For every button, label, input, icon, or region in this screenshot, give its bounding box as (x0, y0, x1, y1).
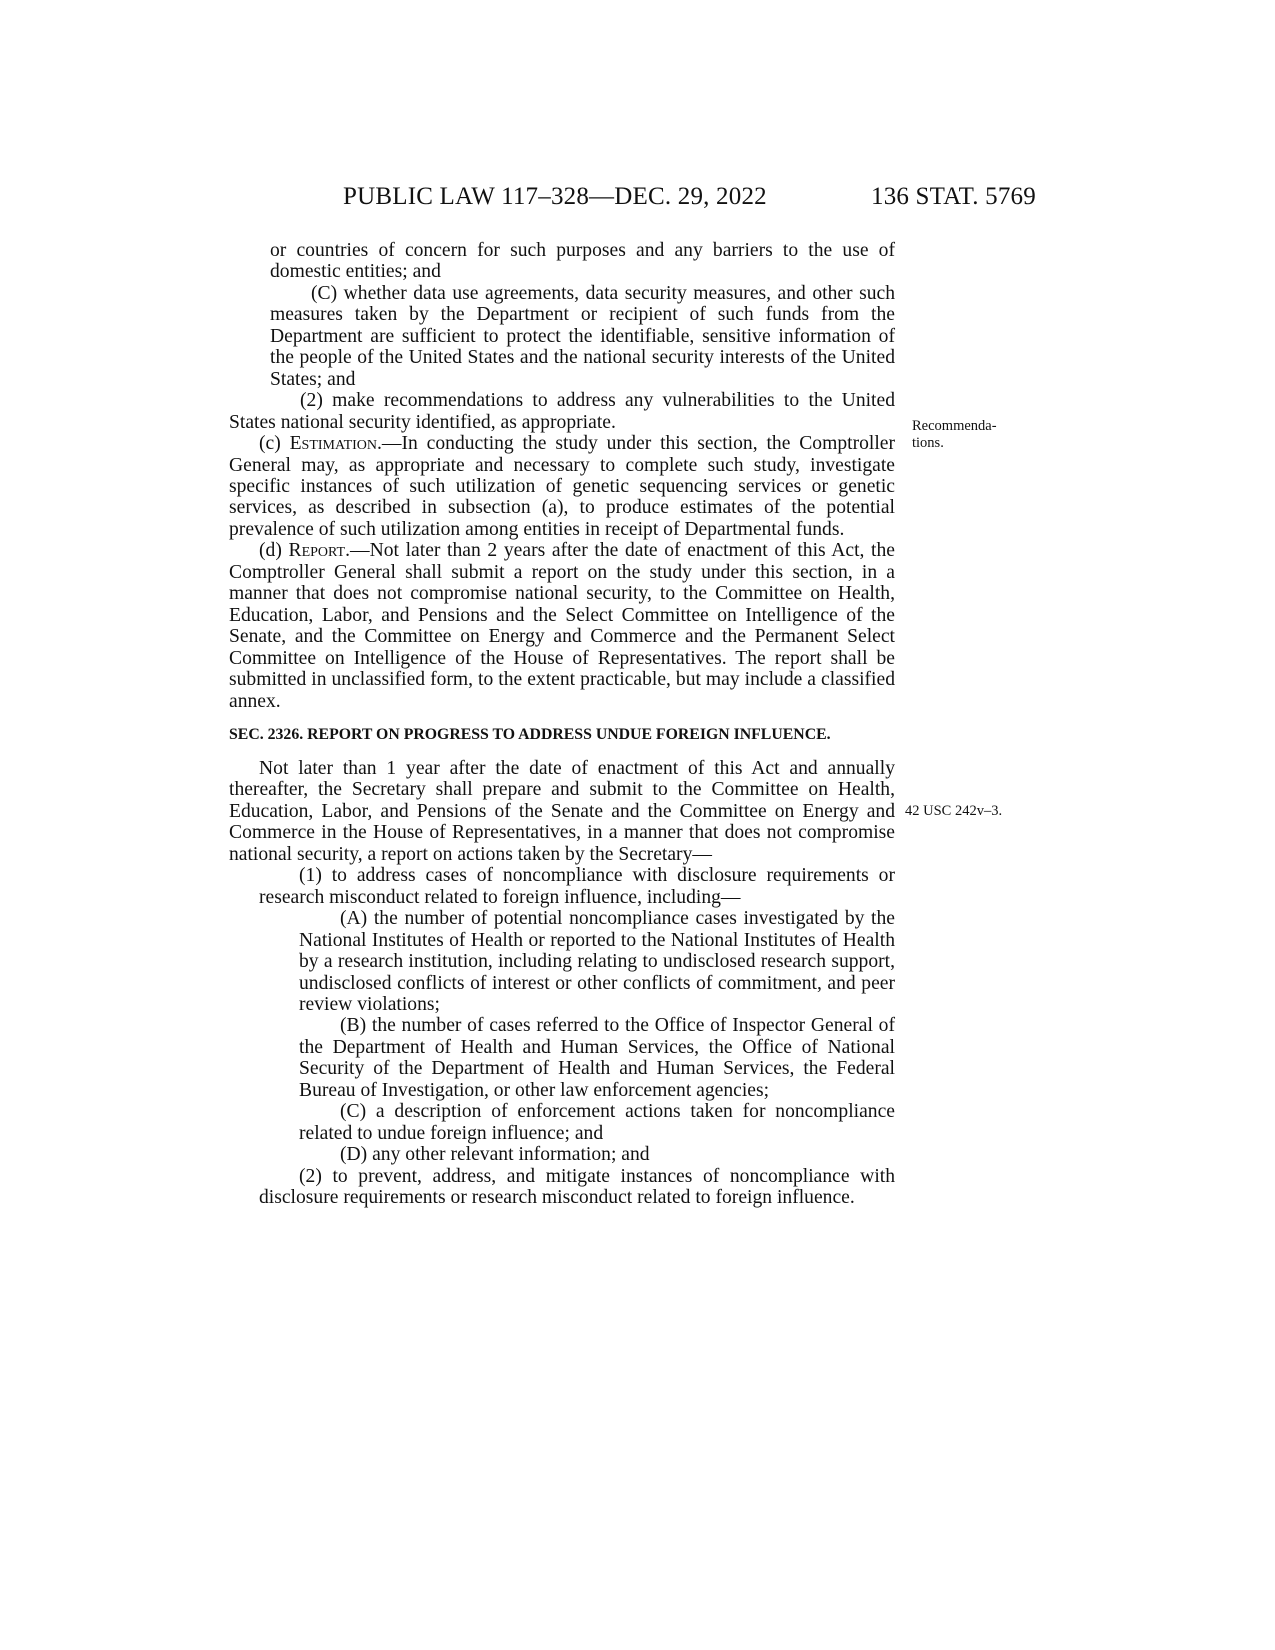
paragraph-subclause-c: (C) whether data use agreements, data security measures, and other such measures taken by the Department or recipient of such funds from the Department are sufficient to protect the identifiable, sensitive information of the people of the United States and the national security interests of the United States; and (270, 282, 895, 390)
subsection-c-prefix: (c) (259, 433, 290, 455)
subsection-d-prefix: (d) (259, 540, 289, 562)
subsection-c-estimation (229, 433, 895, 540)
section-2326-intro: Not later than 1 year after the date of enactment of this Act and annually thereafter, the Secretary shall prepare and submit to the Committee on Health, Education, Labor, and Pensions of the Senate and the Committee on Energy and Commerce in the House of Representatives, in a manner that does not compromise national security, a report on actions taken by the Secretary— (229, 757, 895, 865)
section-2326-item-2: (2) to prevent, address, and mitigate instances of noncompliance with disclosure requirements or research misconduct related to foreign influence. (259, 1165, 895, 1209)
margin-note-recommendations-text: Recommenda- tions. (912, 418, 997, 451)
margin-note-usc-citation: 42 USC 242v–3. (905, 803, 1003, 819)
document-body (229, 240, 895, 1208)
section-2326-item-1c: (C) a description of enforcement actions taken for noncompliance related to undue foreign influence; and (299, 1101, 895, 1144)
section-2326-item-1a: (A) the number of potential noncompliance cases investigated by the National Institutes of Health or reported to the National Institutes of Health by a research institution, including relating to undisclosed research support, undisclosed conflicts of interest or other conflicts of commitment, and peer review violations; (299, 908, 895, 1015)
margin-note-recommendations (912, 418, 1012, 452)
paragraph-countries-of-concern: or countries of concern for such purposes and any barriers to the use of domestic entities; and (270, 240, 895, 283)
subsection-c-heading: Estimation (289, 433, 378, 455)
subsection-d-heading: Report (288, 540, 346, 562)
subsection-d-text: .—Not later than 2 years after the date of enactment of this Act, the Comptroller General shall submit a report on the study under this section, in a manner that does not compromise national security, to the Committee on Health, Education, Labor, and Pensions and the Select Committee on Intelligence of the Senate, and the Committee on Energy and Commerce and the Permanent Select Committee on Intelligence of the House of Representatives. The report shall be submitted in unclassified form, to the extent practicable, but may include a classified annex. (229, 540, 895, 712)
running-header-title: PUBLIC LAW 117–328—DEC. 29, 2022 (343, 183, 767, 210)
subsection-d-report (229, 540, 895, 712)
section-2326-item-1: (1) to address cases of noncompliance with disclosure requirements or research misconduct related to foreign influence, including— (259, 865, 895, 908)
paragraph-recommendations: (2) make recommendations to address any vulnerabilities to the United States national security identified, as appropriate. (229, 390, 895, 433)
subsection-c-text: .—In conducting the study under this section, the Comptroller General may, as appropriate and necessary to complete such study, investigate specific instances of such utilization of genetic sequencing services or genetic services, as described in subsection (a), to produce estimates of the potential prevalence of such utilization among entities in receipt of Departmental funds. (229, 433, 895, 540)
section-2326-item-1b: (B) the number of cases referred to the Office of Inspector General of the Department of Health and Human Services, the Office of National Security of the Department of Health and Human Services, the Federal Bureau of Investigation, or other law enforcement agencies; (299, 1015, 895, 1101)
page-number: 136 STAT. 5769 (871, 183, 1036, 210)
section-heading: SEC. 2326. REPORT ON PROGRESS TO ADDRESS UNDUE FOREIGN INFLUENCE. (229, 725, 831, 743)
section-2326-item-1d: (D) any other relevant information; and (340, 1144, 650, 1166)
